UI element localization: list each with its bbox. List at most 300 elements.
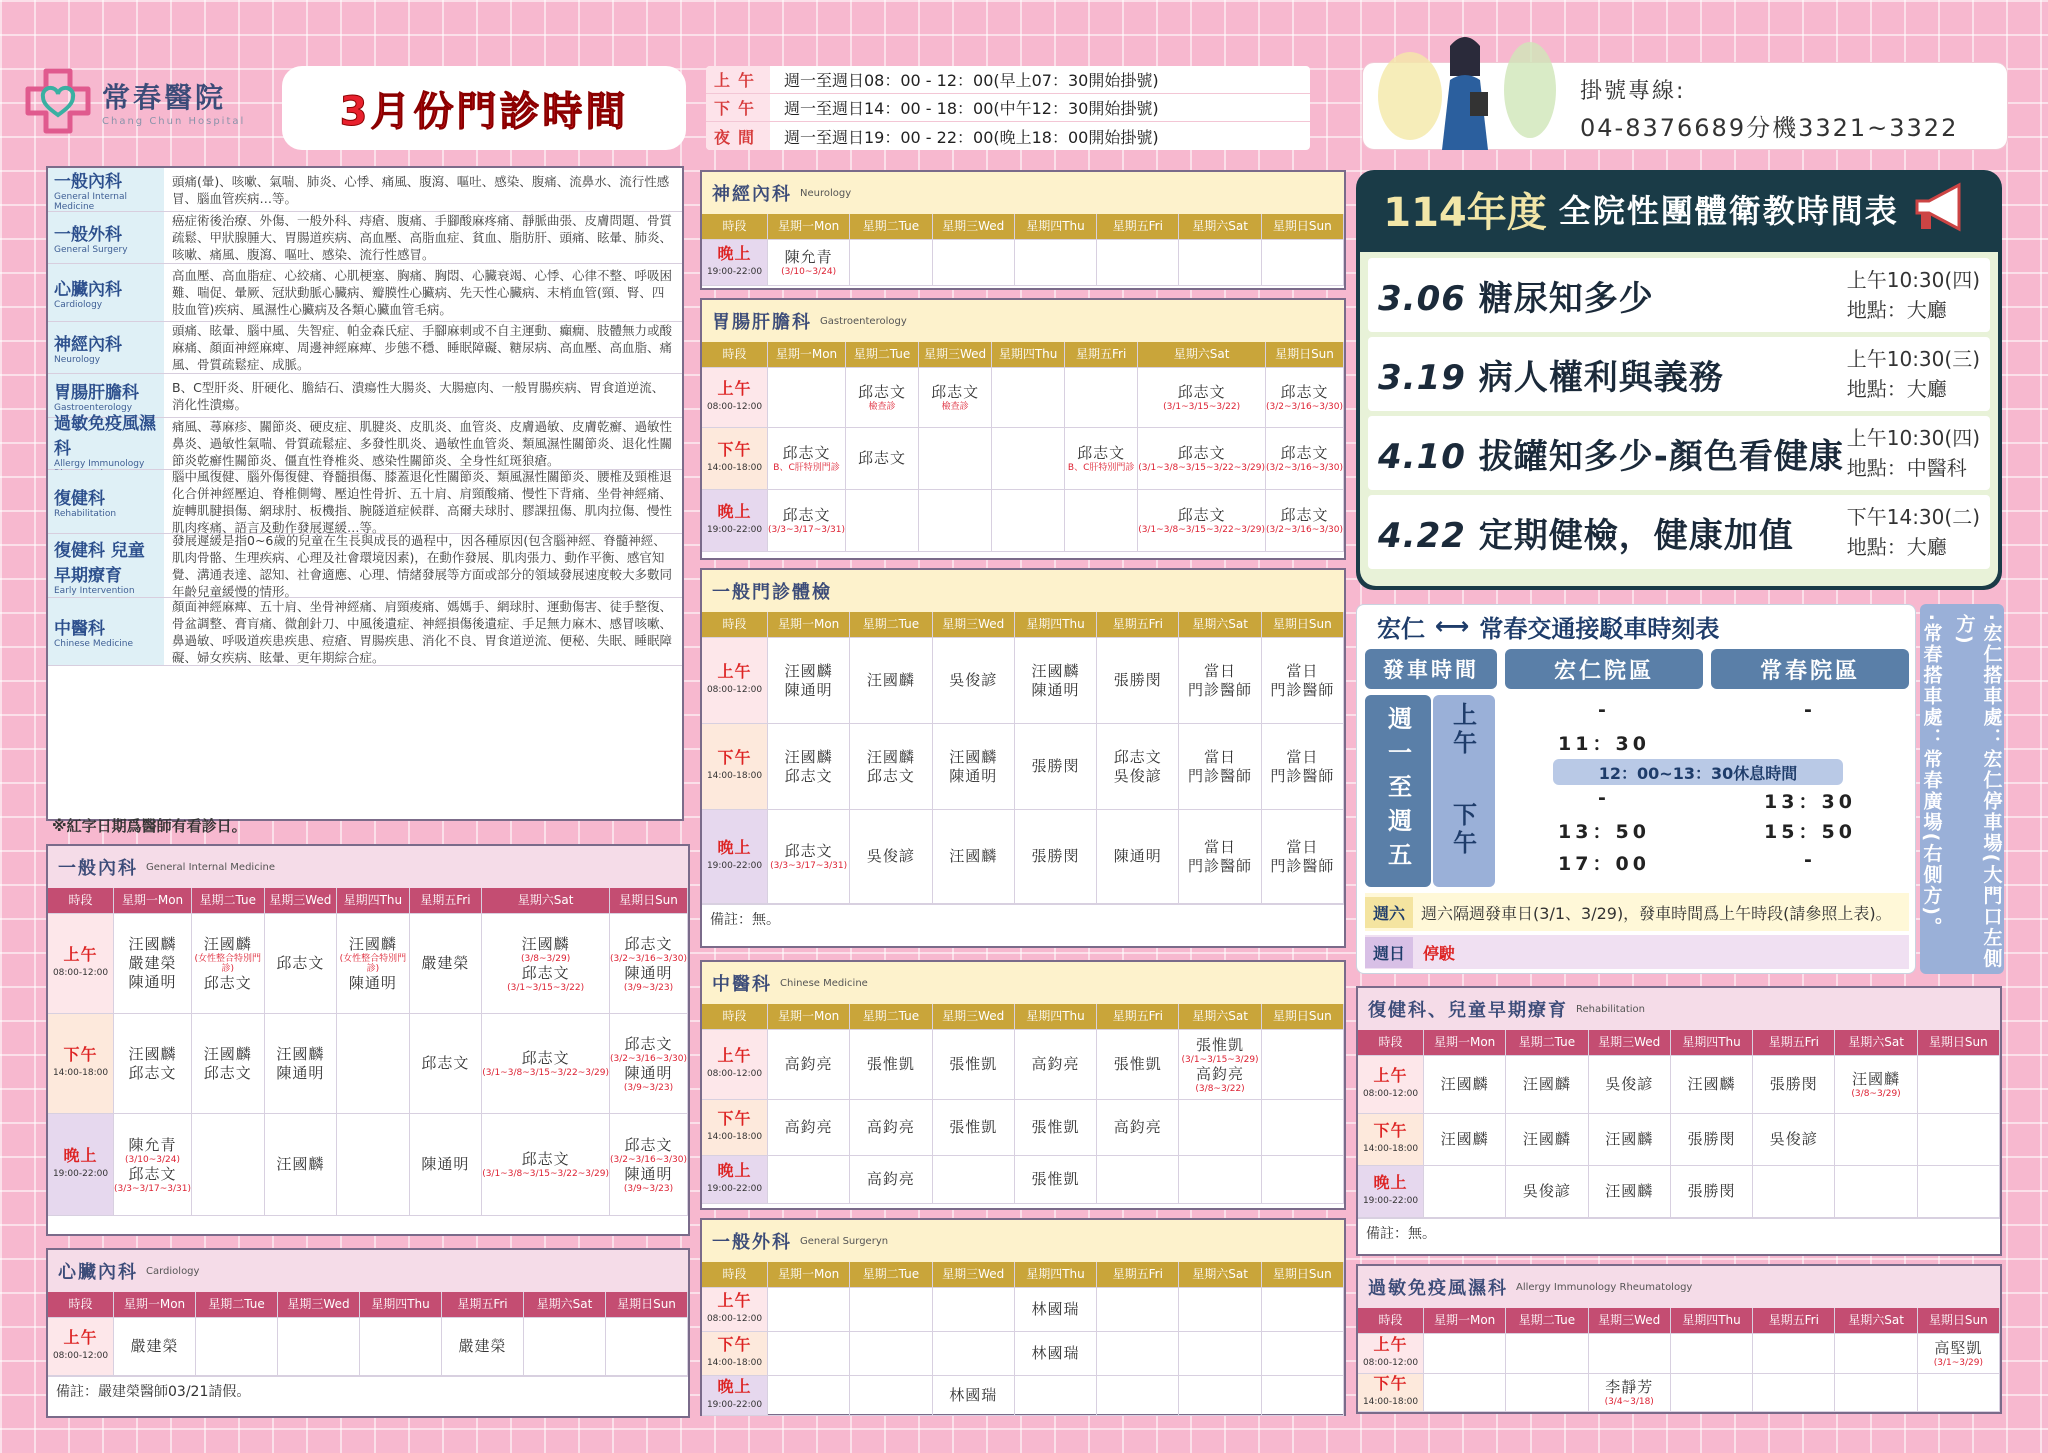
doctor-name: 張惟凱 (1031, 1118, 1080, 1136)
slot-ev (1358, 1166, 1424, 1218)
edu-date: 3.06 (1378, 278, 1466, 319)
doctor-name: 邱志文 (128, 1063, 177, 1082)
schedule-cell (1065, 490, 1138, 552)
slot-am (702, 1030, 768, 1100)
schedule-note: (3/8~3/29) (1851, 1089, 1901, 1099)
schedule-cell (1266, 490, 1344, 552)
doctor-name: 陳允青 (128, 1135, 177, 1154)
schedule-title (48, 846, 688, 888)
doctor-name: 陳通明 (624, 1063, 673, 1082)
schedule-note: 備註：嚴建榮醫師03/21請假。 (48, 1376, 688, 1405)
schedule-cell (1506, 1166, 1588, 1218)
department-name (48, 413, 164, 469)
schedule-note: 備註：無。 (702, 904, 1344, 933)
edu-place: 地點：大廳 (1846, 298, 1947, 322)
schedule-cell (850, 1100, 932, 1156)
doctor-name: 張惟凱 (1113, 1055, 1162, 1073)
slot-time: 14:00-18:00 (1362, 1143, 1419, 1154)
schedule-title-en: Allergy Immunology Rheumatology (1516, 1281, 1693, 1293)
department-name (48, 470, 164, 533)
schedule-cell (850, 1156, 932, 1204)
department-desc: 癌症術後治療、外傷、一般外科、痔瘡、腹痛、手腳酸麻疼痛、靜脈曲張、皮膚問題、骨質疏鬆、甲狀腺腫大、胃腸道疾病、高血壓、高脂血症、貧血、脂肪肝、頭痛、眩暈、肺炎、咳嗽、痛風、腹瀉、嘔吐、感染、流行性感冒。 (172, 213, 673, 262)
day-header: 星期四Thu (360, 1292, 442, 1318)
edu-time: 上午10:30(四) (1846, 426, 1980, 450)
day-header: 星期五Fri (410, 888, 483, 914)
schedule-cell (850, 1288, 932, 1332)
schedule-note: (3/1~3/15~3/22) (507, 982, 585, 993)
schedule-cell (1097, 1332, 1179, 1376)
schedule-cell (1179, 1030, 1261, 1100)
edu-year: 114年度 (1383, 189, 1547, 236)
registration-number[interactable]: 04-8376689分機3321~3322 (1580, 114, 1959, 142)
doctor-name: 汪國麟 (949, 847, 998, 865)
schedule-cell (933, 724, 1015, 810)
day-header: 時段 (48, 1292, 114, 1318)
day-header: 星期日Sun (606, 1292, 688, 1318)
schedule-note: (3/10~3/24) (125, 1154, 180, 1165)
schedule-cell (1262, 240, 1344, 286)
doctor-name: 汪國麟 (348, 934, 397, 953)
slot-time: 14:00-18:00 (706, 1357, 763, 1368)
slot-name: 下午 (717, 439, 752, 459)
department-desc: 痛風、蕁麻疹、關節炎、硬皮症、肌腱炎、皮肌炎、血管炎、皮膚過敏、皮膚乾癬、過敏性鼻炎、過敏性氣喘、骨質疏鬆症、多發性肌炎、過敏性血管炎、類風濕性關節炎、退化性關節炎乾癬性關節炎、僵直性脊椎炎、感染性關節炎、全身性紅斑狼瘡。 (172, 419, 673, 468)
sunday-text: 停駛 (1423, 943, 1456, 963)
schedule-cell (1589, 1056, 1671, 1114)
doctor-name: 高鈞亮 (1113, 1118, 1162, 1136)
day-header: 星期三Wed (1589, 1308, 1671, 1334)
shuttle-from: 宏仁 (1377, 614, 1425, 643)
department-desc: 發展遲緩是指0~6歲的兒童在生長與成長的過程中，因各種原因(包含腦神經、脊髓神經、肌肉骨骼、生理疾病、心理及社會環境因素)，在動作發展、肌肉張力、動作平衡、感官知覺、溝通表達、認知、社會適應、心理、情緒發展等方面或部分的領域發展速度較大多數同年齡兒童緩慢的情形。 (172, 532, 673, 599)
doctor-name: 高鈞亮 (1031, 1055, 1080, 1073)
schedule-cell (610, 1014, 688, 1114)
edu-topic: 糖尿知多少 (1478, 278, 1654, 319)
department-en: General Surgery (54, 245, 128, 255)
schedule-cell (1262, 1030, 1344, 1100)
day-header: 星期四Thu (1015, 214, 1097, 240)
day-header: 星期五Fri (442, 1292, 524, 1318)
slot-name: 上午 (63, 1327, 98, 1347)
doctor-name: 邱志文 (784, 766, 833, 785)
schedule-cell (850, 638, 932, 724)
doctor-name: 邱志文 (624, 934, 673, 953)
schedule-title-zh: 胃腸肝膽科 (712, 312, 812, 333)
day-header: 星期三Wed (933, 612, 1015, 638)
hours-label: 下午 (706, 94, 770, 121)
schedule-cell (410, 914, 483, 1014)
doctor-name: 吳俊諺 (866, 847, 915, 865)
schedule-cell (1589, 1334, 1671, 1374)
schedule-cell (1753, 1056, 1835, 1114)
doctor-name: 高堅凱 (1934, 1339, 1983, 1357)
schedule-cell (850, 810, 932, 904)
department-en: Neurology (54, 355, 101, 365)
schedule-cell (768, 1156, 850, 1204)
schedule-title-en: Neurology (800, 187, 852, 199)
schedule-cell (1138, 368, 1266, 428)
doctor-name: 汪國麟 (128, 935, 177, 953)
weekday-label: 週一至週五 (1365, 695, 1431, 887)
slot-am (48, 1318, 114, 1376)
schedule-cell (1179, 240, 1261, 286)
doctor-name: 張勝閔 (1687, 1130, 1736, 1148)
hospital-logo (22, 64, 282, 138)
schedule-grid (702, 342, 1344, 552)
department-zh: 胃腸肝膽科 (54, 383, 139, 403)
day-header: 星期一Mon (1424, 1308, 1506, 1334)
nurse-illustration-icon (1370, 26, 1560, 150)
doctor-name: 汪國麟 (1440, 1075, 1489, 1093)
schedule-cell (1589, 1374, 1671, 1412)
registration-label: 掛號專線: (1580, 79, 1686, 104)
department-row (48, 470, 682, 534)
day-header: 時段 (702, 214, 768, 240)
schedule-cell (1835, 1374, 1917, 1412)
day-header: 星期六Sat (1179, 1004, 1261, 1030)
doctor-name: 陳通明 (128, 973, 177, 991)
schedule-cell (1262, 1376, 1344, 1416)
day-header: 星期三Wed (933, 1262, 1015, 1288)
schedule-title (702, 300, 1344, 342)
schedule-cell (114, 1014, 192, 1114)
day-header: 星期六Sat (1179, 612, 1261, 638)
schedule-cell (933, 1288, 1015, 1332)
day-header: 星期六Sat (482, 888, 610, 914)
day-header: 星期一Mon (768, 1004, 850, 1030)
department-desc: B、C型肝炎、肝硬化、膽結石、潰瘍性大腸炎、大腸瘜肉、一般胃腸疾病、胃食道逆流、消化性潰瘍。 (172, 379, 665, 412)
edu-topic: 病人權利與義務 (1478, 357, 1724, 398)
health-education-panel (1356, 170, 2002, 590)
department-en: Allergy Immunology (54, 458, 145, 469)
slot-time: 08:00-12:00 (52, 967, 109, 978)
day-header: 時段 (1358, 1308, 1424, 1334)
schedule-cell (768, 1100, 850, 1156)
hours-text: 週一至週日19：00 - 22：00(晚上18：00開始掛號) (784, 127, 1159, 147)
slot-name: 上午 (1373, 1334, 1408, 1354)
schedule-allergy (1356, 1264, 2002, 1414)
department-en: Gastroenterology (54, 403, 133, 413)
doctor-name: 邱志文 (128, 1164, 177, 1183)
slot-pm (702, 428, 768, 490)
schedule-cell (1266, 368, 1344, 428)
day-header: 星期四Thu (1015, 1004, 1097, 1030)
department-row (48, 168, 682, 212)
slot-time: 08:00-12:00 (1362, 1088, 1419, 1099)
schedule-note: (3/2~3/16~3/30) (1265, 463, 1343, 473)
schedule-title (702, 172, 1344, 214)
schedule-cell (265, 1114, 338, 1216)
doctor-name: 高鈞亮 (866, 1170, 915, 1188)
schedule-cell (1506, 1374, 1588, 1412)
schedule-cell (1065, 368, 1138, 428)
department-zh: 心臟內科 (54, 280, 122, 300)
schedule-grid (1358, 1030, 2000, 1218)
schedule-cell (850, 240, 932, 286)
hours-row-pm (706, 94, 1310, 122)
schedule-note: (3/10~3/24) (781, 267, 837, 277)
schedule-cell (933, 810, 1015, 904)
slot-time: 14:00-18:00 (706, 462, 763, 473)
day-header: 星期一Mon (1424, 1030, 1506, 1056)
schedule-note: (3/2~3/16~3/30) (1265, 402, 1343, 412)
schedule-cell (1424, 1056, 1506, 1114)
boarding-hongren: ‧宏仁搭車處：宏仁停車場(大門口左側方) (1953, 614, 2003, 970)
schedule-grid (48, 1292, 688, 1376)
schedule-note: (3/1~3/8~3/15~3/22~3/29) (1138, 525, 1265, 535)
slot-pm (702, 724, 768, 810)
schedule-cell (768, 368, 846, 428)
day-header: 星期二Tue (850, 612, 932, 638)
doctor-name: 汪國麟 (521, 934, 570, 953)
shuttle-time: - (1804, 849, 1816, 871)
edu-title-text: 全院性團體衛教時間表 (1558, 192, 1899, 230)
schedule-cell (768, 1376, 850, 1416)
doctor-name: 高鈞亮 (784, 1055, 833, 1073)
day-header: 星期三Wed (933, 1004, 1015, 1030)
department-row (48, 264, 682, 322)
schedule-cell (1015, 240, 1097, 286)
double-arrow-icon: ⟷ (1435, 612, 1470, 640)
schedule-cell (1671, 1166, 1753, 1218)
schedule-note: (3/2~3/16~3/30) (609, 1154, 687, 1165)
schedule-general-exam (700, 568, 1346, 948)
doctor-name: 張勝閔 (1031, 757, 1080, 775)
shuttle-timetable (1356, 604, 1916, 974)
doctor-name: 邱志文 (421, 1054, 470, 1072)
doctor-name: 汪國麟 (866, 747, 915, 766)
schedule-title-en: Rehabilitation (1576, 1003, 1646, 1015)
slot-name: 晚上 (717, 837, 752, 857)
department-name (48, 264, 164, 321)
schedule-cell (1262, 1288, 1344, 1332)
schedule-title-en: Cardiology (146, 1265, 200, 1277)
schedule-cell (933, 638, 1015, 724)
schedule-title-en: General Internal Medicine (146, 861, 275, 873)
schedule-cell (192, 914, 265, 1014)
schedule-cell (992, 428, 1065, 490)
schedule-cell (933, 240, 1015, 286)
schedule-cell (1753, 1166, 1835, 1218)
schedule-cell (1015, 1156, 1097, 1204)
day-header: 星期五Fri (1097, 1004, 1179, 1030)
schedule-note: (3/9~3/23) (623, 1082, 674, 1093)
schedule-gastro (700, 298, 1346, 560)
schedule-cell (919, 428, 992, 490)
schedule-title-zh: 過敏免疫風濕科 (1368, 1278, 1508, 1299)
hours-label: 夜間 (706, 122, 770, 150)
slot-time: 08:00-12:00 (706, 1313, 763, 1324)
schedule-cell (410, 1114, 483, 1216)
department-list (46, 166, 684, 821)
schedule-title-zh: 復健科、兒童早期療育 (1368, 1000, 1568, 1021)
schedule-cell (768, 724, 850, 810)
doctor-name: 張勝閔 (1031, 847, 1080, 865)
schedule-cell (1918, 1056, 2000, 1114)
doctor-name: 嚴建榮 (421, 954, 470, 972)
schedule-cell (846, 490, 919, 552)
doctor-name: 汪國麟 (784, 661, 833, 680)
edu-place: 地點：大廳 (1846, 535, 1947, 559)
department-desc: 腦中風復健、腦外傷復健、脊髓損傷、膝蓋退化性關節炎、類風濕性關節炎、腰椎及頸椎退化合併神經壓迫、脊椎側彎、壓迫性骨折、五十肩、肩頸酸痛、慢性下背痛、坐骨神經痛、旋轉肌腱損傷、網球肘、板機指、腕隧道症候群、高爾夫球肘、膠課扭傷、肌肉拉傷、慢性肌肉疼痛、語言及動作發展遲緩…等。 (172, 468, 673, 535)
day-header: 星期六Sat (524, 1292, 606, 1318)
day-header: 星期四Thu (1015, 612, 1097, 638)
slot-pm (1358, 1114, 1424, 1166)
day-header: 星期三Wed (1589, 1030, 1671, 1056)
department-row (48, 413, 682, 470)
schedule-grid (702, 1004, 1344, 1204)
day-header: 星期一Mon (768, 214, 850, 240)
doctor-name: 邱志文 (782, 444, 831, 462)
doctor-name: 嚴建榮 (114, 1318, 196, 1376)
day-header: 星期五Fri (1753, 1030, 1835, 1056)
schedule-cell (610, 914, 688, 1014)
day-header: 星期四Thu (1671, 1308, 1753, 1334)
day-header: 時段 (702, 1262, 768, 1288)
schedule-cell (524, 1318, 606, 1376)
schedule-note: (3/1~3/8~3/15~3/22~3/29) (482, 1068, 609, 1078)
schedule-cell (114, 914, 192, 1014)
schedule-note: (3/2~3/16~3/30) (609, 1053, 687, 1064)
slot-time: 19:00-22:00 (706, 1183, 763, 1194)
doctor-name: 林國瑞 (933, 1376, 1015, 1416)
doctor-name: 汪國麟 (1687, 1075, 1736, 1093)
doctor-name: 邱志文 (866, 766, 915, 785)
slot-name: 上午 (63, 944, 98, 964)
schedule-cell (1262, 638, 1344, 724)
hospital-name: 常春醫院 (102, 80, 227, 114)
doctor-name: 邱志文 (1177, 444, 1226, 462)
department-zh: 復健科 兒童早期療育 (54, 540, 145, 586)
schedule-grid (702, 612, 1344, 904)
schedule-cell (919, 490, 992, 552)
schedule-cardiology (46, 1248, 690, 1418)
schedule-title-zh: 一般內科 (58, 858, 138, 879)
slot-time: 19:00-22:00 (706, 266, 763, 277)
rest-time: 12：00~13：30休息時間 (1553, 759, 1843, 785)
day-header: 星期四Thu (1671, 1030, 1753, 1056)
doctor-name: 邱志文 (521, 1049, 570, 1067)
slot-name: 下午 (1373, 1373, 1408, 1393)
schedule-cell (1671, 1334, 1753, 1374)
slot-name: 上午 (717, 378, 752, 398)
schedule-note: (3/4~3/18) (1604, 1397, 1654, 1407)
doctor-name: 汪國麟 (1852, 1070, 1901, 1088)
schedule-cell (1266, 428, 1344, 490)
edu-item (1368, 337, 1990, 411)
doctor-name: 邱志文 (521, 963, 570, 982)
slot-name: 下午 (63, 1044, 98, 1064)
doctor-name: 邱志文 (1077, 444, 1126, 462)
day-header: 星期二Tue (850, 214, 932, 240)
department-en: General Internal Medicine (54, 192, 128, 212)
doctor-name: 嚴建榮 (128, 954, 177, 972)
edu-list (1360, 252, 1998, 586)
doctor-name: 陳通明 (1113, 847, 1162, 865)
schedule-cell (933, 1100, 1015, 1156)
boarding-changchun: ‧常春搭車處：常春廣場(右側方)。 (1920, 614, 1943, 938)
schedule-grid (702, 1262, 1344, 1416)
doctor-name: 吳俊諺 (1522, 1182, 1571, 1200)
slot-time: 14:00-18:00 (706, 770, 763, 781)
schedule-title (1358, 988, 2000, 1030)
schedule-cell (1262, 724, 1344, 810)
edu-time: 上午10:30(三) (1846, 347, 1980, 371)
schedule-note: (3/1~3/15~3/22) (1163, 402, 1241, 412)
schedule-title-zh: 一般門診體檢 (712, 582, 832, 603)
page-title-box (282, 66, 686, 150)
saturday-row (1365, 893, 1909, 931)
day-header: 星期二Tue (1506, 1030, 1588, 1056)
schedule-title (1358, 1266, 2000, 1308)
doctor-name: 陳通明 (1031, 680, 1080, 699)
doctor-name: 陳通明 (276, 1063, 325, 1082)
doctor-name: 陳通明 (624, 1164, 673, 1183)
schedule-cell (1065, 428, 1138, 490)
cross-heart-icon (22, 65, 94, 137)
doctor-name: 汪國麟 (1605, 1182, 1654, 1200)
department-name (48, 168, 164, 211)
doctor-name: 吳俊諺 (1769, 1130, 1818, 1148)
day-header: 星期六Sat (1138, 342, 1266, 368)
shuttle-time: 11：30 (1558, 733, 1650, 755)
schedule-cell (1753, 1114, 1835, 1166)
schedule-cell (1097, 724, 1179, 810)
doctor-name: 高鈞亮 (1196, 1064, 1245, 1083)
slot-name: 下午 (717, 1108, 752, 1128)
shuttle-to: 常春交通接駁車時刻表 (1479, 614, 1720, 643)
slot-name: 上午 (717, 1290, 752, 1310)
slot-name: 晚上 (717, 1376, 752, 1396)
day-header: 時段 (702, 342, 768, 368)
col-changchun: 常春院區 (1711, 649, 1909, 689)
doctor-name: 邱志文 (1177, 383, 1226, 401)
day-header: 星期四Thu (1015, 1262, 1097, 1288)
schedule-cell (1589, 1114, 1671, 1166)
department-row (48, 322, 682, 374)
saturday-text: 週六隔週發車日(3/1、3/29)，發車時間爲上午時段(請參照上表)。 (1421, 903, 1892, 923)
day-header: 星期二Tue (1506, 1308, 1588, 1334)
schedule-cell (337, 1114, 410, 1216)
slot-pm (702, 1100, 768, 1156)
schedule-cell (1097, 1100, 1179, 1156)
boarding-info (1920, 604, 2004, 974)
doctor-name: 邱志文 (1280, 506, 1329, 524)
doctor-name: 邱志文 (1177, 506, 1226, 524)
schedule-cell (610, 1114, 688, 1216)
schedule-cell (992, 490, 1065, 552)
day-header: 星期四Thu (337, 888, 410, 914)
schedule-cell (1179, 724, 1261, 810)
schedule-cell (1179, 1100, 1261, 1156)
slot-time: 08:00-12:00 (52, 1350, 109, 1361)
doctor-name: 門診醫師 (1270, 766, 1335, 785)
schedule-rehab (1356, 986, 2002, 1256)
schedule-note: 檢查診 (941, 402, 969, 412)
doctor-name: 陳通明 (624, 963, 673, 982)
doctor-name: 李靜芳 (1605, 1378, 1654, 1396)
schedule-title (702, 570, 1344, 612)
slot-name: 下午 (1373, 1120, 1408, 1140)
schedule-note: 備註：無。 (1358, 1218, 2000, 1247)
schedule-note: (3/1~3/15~3/29) (1181, 1054, 1259, 1065)
schedule-title-en: Chinese Medicine (780, 977, 868, 989)
edu-place: 地點：大廳 (1846, 377, 1947, 401)
doctor-name: 高鈞亮 (866, 1118, 915, 1136)
schedule-cell (1097, 240, 1179, 286)
slot-ev (702, 810, 768, 904)
doctor-name: 邱志文 (203, 1063, 252, 1082)
slot-time: 08:00-12:00 (706, 401, 763, 412)
schedule-cell (768, 428, 846, 490)
